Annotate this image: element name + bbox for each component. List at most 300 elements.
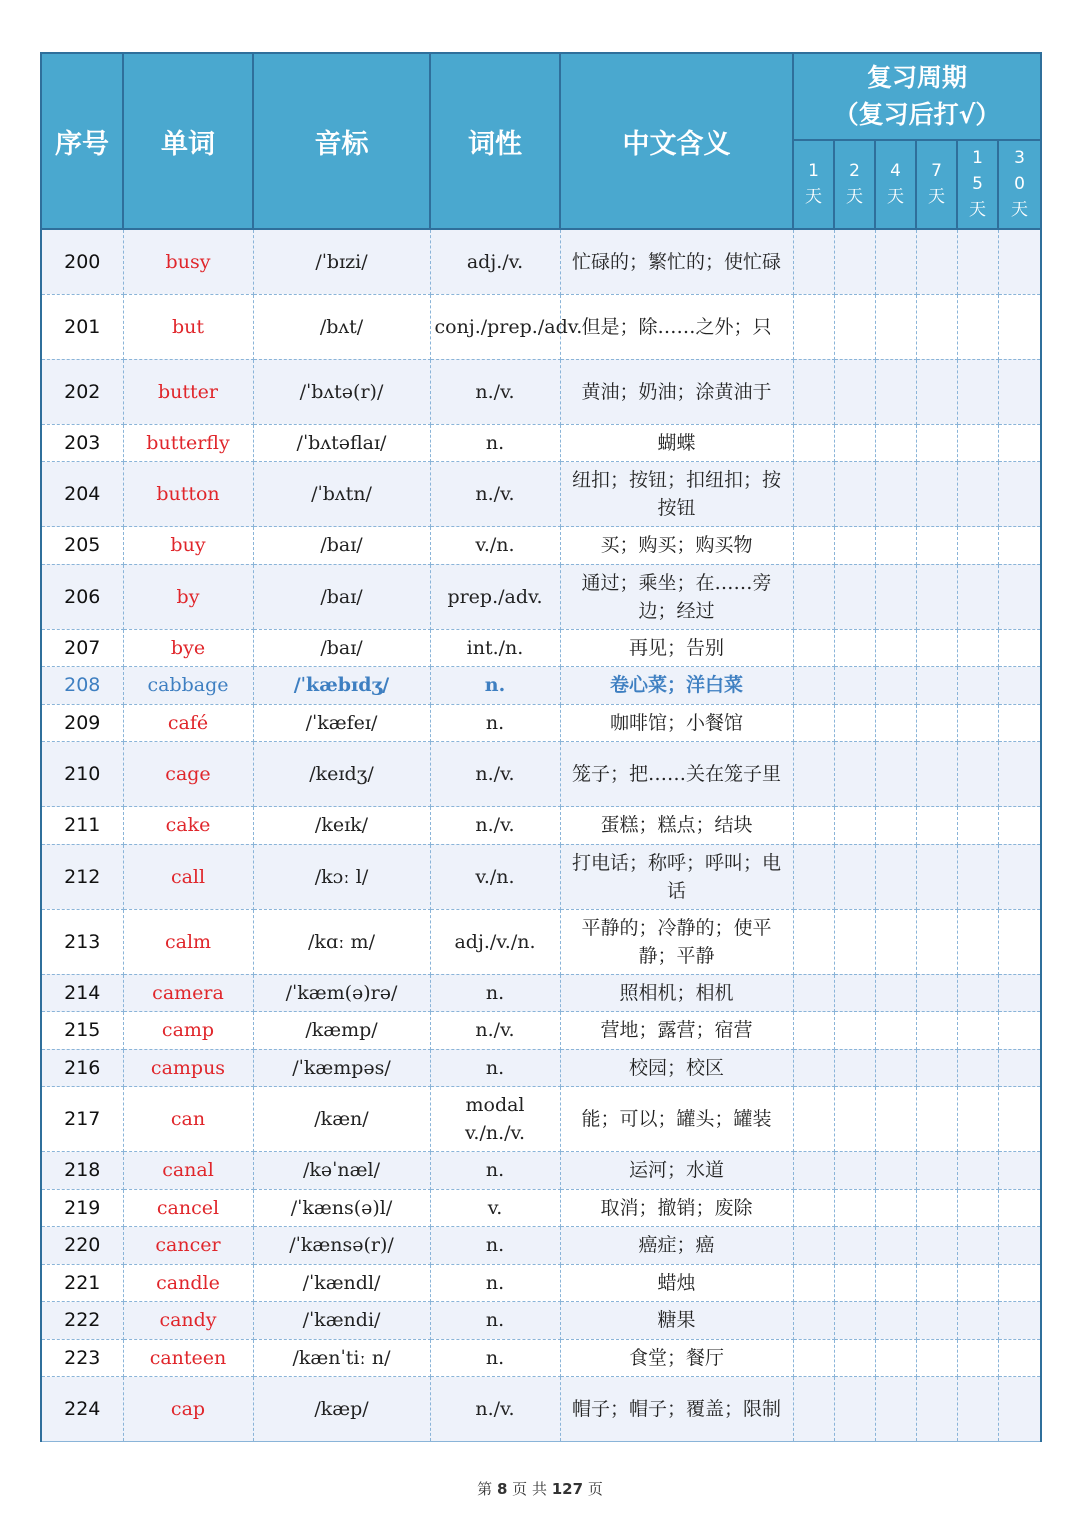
- row-phonetic: /ˈkænsə(r)/: [253, 1227, 430, 1265]
- review-checkbox-cell[interactable]: [875, 667, 916, 705]
- row-phonetic: /ˈbɪzi/: [253, 229, 430, 294]
- review-checkbox-cell[interactable]: [793, 807, 834, 845]
- table-row: [41, 564, 1041, 629]
- review-checkbox-cell[interactable]: [998, 424, 1041, 462]
- header-pos: 词性: [430, 53, 560, 229]
- review-checkbox-cell[interactable]: [875, 1049, 916, 1087]
- review-checkbox-cell[interactable]: [998, 462, 1041, 527]
- row-word: butter: [123, 359, 253, 424]
- review-checkbox-cell[interactable]: [998, 704, 1041, 742]
- row-number: 220: [41, 1227, 123, 1265]
- review-checkbox-cell[interactable]: [916, 229, 957, 294]
- row-number: 217: [41, 1087, 123, 1152]
- review-checkbox-cell[interactable]: [834, 1189, 875, 1227]
- review-checkbox-cell[interactable]: [916, 844, 957, 909]
- row-word: buy: [123, 527, 253, 565]
- row-word: cap: [123, 1377, 253, 1442]
- row-word: campus: [123, 1049, 253, 1087]
- review-checkbox-cell[interactable]: [793, 909, 834, 974]
- review-checkbox-cell[interactable]: [875, 1012, 916, 1050]
- row-phonetic: /ˈkændi/: [253, 1302, 430, 1340]
- review-checkbox-cell[interactable]: [998, 229, 1041, 294]
- row-word: but: [123, 294, 253, 359]
- row-phonetic: /ˈbʌtn/: [253, 462, 430, 527]
- row-number: 214: [41, 974, 123, 1012]
- review-checkbox-cell[interactable]: [998, 1012, 1041, 1050]
- review-checkbox-cell[interactable]: [957, 1227, 998, 1265]
- review-checkbox-cell[interactable]: [793, 742, 834, 807]
- review-checkbox-cell[interactable]: [834, 844, 875, 909]
- row-meaning: 卷心菜；洋白菜: [560, 667, 793, 705]
- review-checkbox-cell[interactable]: [834, 1087, 875, 1152]
- review-checkbox-cell[interactable]: [998, 742, 1041, 807]
- review-checkbox-cell[interactable]: [957, 1302, 998, 1340]
- row-number: 218: [41, 1152, 123, 1190]
- header-phonetic: 音标: [253, 53, 430, 229]
- row-meaning: 食堂；餐厅: [560, 1339, 793, 1377]
- row-meaning: 咖啡馆；小餐馆: [560, 704, 793, 742]
- review-checkbox-cell[interactable]: [834, 742, 875, 807]
- row-pos: n./v.: [430, 359, 560, 424]
- review-checkbox-cell[interactable]: [793, 229, 834, 294]
- row-word: by: [123, 564, 253, 629]
- table-row: [41, 527, 1041, 565]
- review-checkbox-cell[interactable]: [834, 294, 875, 359]
- row-meaning: 买；购买；购买物: [560, 527, 793, 565]
- row-meaning: 癌症；癌: [560, 1227, 793, 1265]
- review-checkbox-cell[interactable]: [957, 629, 998, 667]
- review-checkbox-cell[interactable]: [916, 359, 957, 424]
- row-pos: v./n.: [430, 527, 560, 565]
- row-word: butterfly: [123, 424, 253, 462]
- review-checkbox-cell[interactable]: [875, 1087, 916, 1152]
- review-checkbox-cell[interactable]: [875, 844, 916, 909]
- review-checkbox-cell[interactable]: [834, 359, 875, 424]
- review-checkbox-cell[interactable]: [834, 974, 875, 1012]
- review-checkbox-cell[interactable]: [875, 424, 916, 462]
- review-checkbox-cell[interactable]: [998, 1189, 1041, 1227]
- review-checkbox-cell[interactable]: [834, 909, 875, 974]
- review-checkbox-cell[interactable]: [998, 807, 1041, 845]
- header-review-cycle-note: （复习后打√）: [833, 100, 1001, 130]
- table-row: [41, 667, 1041, 705]
- header-day-4: 1 5 天: [957, 140, 998, 229]
- row-pos: n.: [430, 1049, 560, 1087]
- row-number: 209: [41, 704, 123, 742]
- review-checkbox-cell[interactable]: [916, 1227, 957, 1265]
- row-pos: n.: [430, 1227, 560, 1265]
- header-day-2: 4 天: [875, 140, 916, 229]
- review-checkbox-cell[interactable]: [875, 1189, 916, 1227]
- row-number: 221: [41, 1264, 123, 1302]
- row-word: cage: [123, 742, 253, 807]
- review-checkbox-cell[interactable]: [998, 1302, 1041, 1340]
- row-pos: n.: [430, 1302, 560, 1340]
- row-number: 210: [41, 742, 123, 807]
- review-checkbox-cell[interactable]: [957, 1087, 998, 1152]
- row-word: can: [123, 1087, 253, 1152]
- row-meaning: 蜡烛: [560, 1264, 793, 1302]
- header-word: 单词: [123, 53, 253, 229]
- row-pos: n./v.: [430, 1377, 560, 1442]
- review-checkbox-cell[interactable]: [957, 704, 998, 742]
- row-pos: v.: [430, 1189, 560, 1227]
- review-checkbox-cell[interactable]: [793, 1189, 834, 1227]
- review-checkbox-cell[interactable]: [916, 1012, 957, 1050]
- row-pos: v./n.: [430, 844, 560, 909]
- row-phonetic: /bʌt/: [253, 294, 430, 359]
- review-checkbox-cell[interactable]: [875, 1377, 916, 1442]
- review-checkbox-cell[interactable]: [793, 1012, 834, 1050]
- review-checkbox-cell[interactable]: [834, 807, 875, 845]
- row-word: bye: [123, 629, 253, 667]
- review-checkbox-cell[interactable]: [875, 1264, 916, 1302]
- review-checkbox-cell[interactable]: [793, 844, 834, 909]
- row-pos: adj./v./n.: [430, 909, 560, 974]
- row-pos: adj./v.: [430, 229, 560, 294]
- row-word: call: [123, 844, 253, 909]
- row-number: 205: [41, 527, 123, 565]
- review-checkbox-cell[interactable]: [916, 1189, 957, 1227]
- row-number: 212: [41, 844, 123, 909]
- review-checkbox-cell[interactable]: [834, 424, 875, 462]
- review-checkbox-cell[interactable]: [834, 564, 875, 629]
- row-pos: n.: [430, 704, 560, 742]
- header-meaning: 中文含义: [560, 53, 793, 229]
- review-checkbox-cell[interactable]: [834, 229, 875, 294]
- table-row: [41, 1227, 1041, 1265]
- review-checkbox-cell[interactable]: [793, 359, 834, 424]
- vocabulary-table: [40, 52, 1042, 1442]
- review-checkbox-cell[interactable]: [957, 1012, 998, 1050]
- row-pos: n./v.: [430, 807, 560, 845]
- review-checkbox-cell[interactable]: [834, 667, 875, 705]
- row-meaning: 再见；告别: [560, 629, 793, 667]
- row-word: cancel: [123, 1189, 253, 1227]
- review-checkbox-cell[interactable]: [916, 1049, 957, 1087]
- review-checkbox-cell[interactable]: [957, 1152, 998, 1190]
- row-meaning: 营地；露营；宿营: [560, 1012, 793, 1050]
- table-row: [41, 424, 1041, 462]
- row-phonetic: /kæn/: [253, 1087, 430, 1152]
- table-row: [41, 229, 1041, 294]
- row-word: canteen: [123, 1339, 253, 1377]
- review-checkbox-cell[interactable]: [793, 1049, 834, 1087]
- row-pos: int./n.: [430, 629, 560, 667]
- row-number: 223: [41, 1339, 123, 1377]
- review-checkbox-cell[interactable]: [998, 359, 1041, 424]
- row-meaning: 蛋糕；糕点；结块: [560, 807, 793, 845]
- review-checkbox-cell[interactable]: [875, 742, 916, 807]
- review-checkbox-cell[interactable]: [957, 1377, 998, 1442]
- review-checkbox-cell[interactable]: [875, 909, 916, 974]
- review-checkbox-cell[interactable]: [916, 462, 957, 527]
- review-checkbox-cell[interactable]: [916, 527, 957, 565]
- table-row: [41, 844, 1041, 909]
- footer-page-number: 8: [496, 1480, 508, 1498]
- header-day-1: 2 天: [834, 140, 875, 229]
- review-checkbox-cell[interactable]: [834, 1049, 875, 1087]
- row-meaning: 黄油；奶油；涂黄油于: [560, 359, 793, 424]
- review-checkbox-cell[interactable]: [834, 1302, 875, 1340]
- row-pos: n./v.: [430, 462, 560, 527]
- review-checkbox-cell[interactable]: [916, 564, 957, 629]
- review-checkbox-cell[interactable]: [793, 1339, 834, 1377]
- review-checkbox-cell[interactable]: [875, 974, 916, 1012]
- row-meaning: 但是；除……之外；只: [560, 294, 793, 359]
- row-phonetic: /kæp/: [253, 1377, 430, 1442]
- review-checkbox-cell[interactable]: [998, 1087, 1041, 1152]
- footer-total-pages: 127: [551, 1480, 584, 1498]
- review-checkbox-cell[interactable]: [998, 1152, 1041, 1190]
- review-checkbox-cell[interactable]: [998, 667, 1041, 705]
- review-checkbox-cell[interactable]: [957, 667, 998, 705]
- review-checkbox-cell[interactable]: [793, 1264, 834, 1302]
- table-row: [41, 974, 1041, 1012]
- table-row: [41, 704, 1041, 742]
- row-word: button: [123, 462, 253, 527]
- row-number: 213: [41, 909, 123, 974]
- table-row: [41, 359, 1041, 424]
- review-checkbox-cell[interactable]: [998, 294, 1041, 359]
- review-checkbox-cell[interactable]: [957, 294, 998, 359]
- review-checkbox-cell[interactable]: [998, 1377, 1041, 1442]
- review-checkbox-cell[interactable]: [998, 1264, 1041, 1302]
- table-row: [41, 1189, 1041, 1227]
- review-checkbox-cell[interactable]: [916, 1087, 957, 1152]
- review-checkbox-cell[interactable]: [875, 229, 916, 294]
- row-phonetic: /ˈkæm(ə)rə/: [253, 974, 430, 1012]
- review-checkbox-cell[interactable]: [957, 844, 998, 909]
- review-checkbox-cell[interactable]: [916, 1302, 957, 1340]
- review-checkbox-cell[interactable]: [793, 667, 834, 705]
- review-checkbox-cell[interactable]: [875, 704, 916, 742]
- row-number: 216: [41, 1049, 123, 1087]
- row-pos: n.: [430, 1339, 560, 1377]
- table-row: [41, 1377, 1041, 1442]
- row-number: 208: [41, 667, 123, 705]
- table-row: [41, 1152, 1041, 1190]
- review-checkbox-cell[interactable]: [834, 1012, 875, 1050]
- review-checkbox-cell[interactable]: [916, 807, 957, 845]
- review-checkbox-cell[interactable]: [957, 424, 998, 462]
- header-review-cycle: [793, 53, 1041, 140]
- review-checkbox-cell[interactable]: [834, 1152, 875, 1190]
- review-checkbox-cell[interactable]: [834, 1377, 875, 1442]
- review-checkbox-cell[interactable]: [834, 527, 875, 565]
- row-phonetic: /kɔː l/: [253, 844, 430, 909]
- review-checkbox-cell[interactable]: [916, 667, 957, 705]
- row-meaning: 通过；乘坐；在……旁边；经过: [560, 564, 793, 629]
- review-checkbox-cell[interactable]: [875, 294, 916, 359]
- review-checkbox-cell[interactable]: [875, 564, 916, 629]
- row-pos: n.: [430, 1264, 560, 1302]
- review-checkbox-cell[interactable]: [916, 974, 957, 1012]
- page-footer: [0, 1478, 1080, 1499]
- row-number: 219: [41, 1189, 123, 1227]
- row-number: 206: [41, 564, 123, 629]
- review-checkbox-cell[interactable]: [957, 909, 998, 974]
- header-review-cycle-title: 复习周期: [867, 63, 968, 93]
- row-pos: conj./prep./adv.: [430, 294, 560, 359]
- review-checkbox-cell[interactable]: [957, 1189, 998, 1227]
- review-checkbox-cell[interactable]: [957, 1264, 998, 1302]
- review-checkbox-cell[interactable]: [875, 1227, 916, 1265]
- review-checkbox-cell[interactable]: [875, 527, 916, 565]
- review-checkbox-cell[interactable]: [998, 844, 1041, 909]
- table-row: [41, 1049, 1041, 1087]
- review-checkbox-cell[interactable]: [998, 564, 1041, 629]
- review-checkbox-cell[interactable]: [834, 1227, 875, 1265]
- review-checkbox-cell[interactable]: [793, 974, 834, 1012]
- row-meaning: 打电话；称呼；呼叫；电话: [560, 844, 793, 909]
- review-checkbox-cell[interactable]: [998, 1339, 1041, 1377]
- review-checkbox-cell[interactable]: [793, 1377, 834, 1442]
- review-checkbox-cell[interactable]: [916, 294, 957, 359]
- review-checkbox-cell[interactable]: [998, 1227, 1041, 1265]
- table-row: [41, 742, 1041, 807]
- row-pos: prep./adv.: [430, 564, 560, 629]
- row-phonetic: /ˈbʌtə(r)/: [253, 359, 430, 424]
- row-number: 200: [41, 229, 123, 294]
- review-checkbox-cell[interactable]: [793, 1302, 834, 1340]
- review-checkbox-cell[interactable]: [916, 629, 957, 667]
- row-phonetic: /kəˈnæl/: [253, 1152, 430, 1190]
- row-word: cabbage: [123, 667, 253, 705]
- review-checkbox-cell[interactable]: [793, 424, 834, 462]
- review-checkbox-cell[interactable]: [793, 1227, 834, 1265]
- row-phonetic: /kæmp/: [253, 1012, 430, 1050]
- row-word: cake: [123, 807, 253, 845]
- row-pos: n.: [430, 667, 560, 705]
- review-checkbox-cell[interactable]: [916, 704, 957, 742]
- review-checkbox-cell[interactable]: [957, 527, 998, 565]
- row-number: 222: [41, 1302, 123, 1340]
- row-meaning: 忙碌的；繁忙的；使忙碌: [560, 229, 793, 294]
- review-checkbox-cell[interactable]: [793, 629, 834, 667]
- vocabulary-body: [41, 229, 1041, 1442]
- review-checkbox-cell[interactable]: [998, 1049, 1041, 1087]
- row-phonetic: /keɪdʒ/: [253, 742, 430, 807]
- review-checkbox-cell[interactable]: [834, 704, 875, 742]
- row-phonetic: /ˈkæbɪdʒ/: [253, 667, 430, 705]
- row-phonetic: /kɑː m/: [253, 909, 430, 974]
- header-index: 序号: [41, 53, 123, 229]
- review-checkbox-cell[interactable]: [875, 629, 916, 667]
- review-checkbox-cell[interactable]: [957, 462, 998, 527]
- table-row: [41, 1339, 1041, 1377]
- row-meaning: 校园；校区: [560, 1049, 793, 1087]
- row-phonetic: /ˈbʌtəflaɪ/: [253, 424, 430, 462]
- review-checkbox-cell[interactable]: [834, 462, 875, 527]
- review-checkbox-cell[interactable]: [916, 742, 957, 807]
- review-checkbox-cell[interactable]: [957, 974, 998, 1012]
- review-checkbox-cell[interactable]: [834, 629, 875, 667]
- review-checkbox-cell[interactable]: [998, 629, 1041, 667]
- row-phonetic: /ˈkæmpəs/: [253, 1049, 430, 1087]
- review-checkbox-cell[interactable]: [834, 1339, 875, 1377]
- review-checkbox-cell[interactable]: [793, 294, 834, 359]
- review-checkbox-cell[interactable]: [875, 807, 916, 845]
- review-checkbox-cell[interactable]: [957, 807, 998, 845]
- row-meaning: 蝴蝶: [560, 424, 793, 462]
- footer-prefix: 第: [477, 1480, 493, 1498]
- review-checkbox-cell[interactable]: [998, 974, 1041, 1012]
- table-row: [41, 1264, 1041, 1302]
- footer-mid: 页 共: [512, 1480, 547, 1498]
- row-number: 204: [41, 462, 123, 527]
- review-checkbox-cell[interactable]: [875, 1152, 916, 1190]
- row-word: calm: [123, 909, 253, 974]
- row-word: café: [123, 704, 253, 742]
- review-checkbox-cell[interactable]: [875, 359, 916, 424]
- table-row: [41, 909, 1041, 974]
- review-checkbox-cell[interactable]: [793, 564, 834, 629]
- review-checkbox-cell[interactable]: [875, 1339, 916, 1377]
- table-row: [41, 294, 1041, 359]
- table-row: [41, 807, 1041, 845]
- review-checkbox-cell[interactable]: [957, 1049, 998, 1087]
- table-row: [41, 629, 1041, 667]
- footer-suffix: 页: [587, 1480, 603, 1498]
- row-number: 211: [41, 807, 123, 845]
- review-checkbox-cell[interactable]: [957, 1339, 998, 1377]
- table-row: [41, 462, 1041, 527]
- review-checkbox-cell[interactable]: [957, 229, 998, 294]
- row-phonetic: /ˈkæns(ə)l/: [253, 1189, 430, 1227]
- review-checkbox-cell[interactable]: [957, 564, 998, 629]
- table-row: [41, 1302, 1041, 1340]
- row-phonetic: /baɪ/: [253, 629, 430, 667]
- row-number: 215: [41, 1012, 123, 1050]
- review-checkbox-cell[interactable]: [793, 1152, 834, 1190]
- row-meaning: 取消；撤销；废除: [560, 1189, 793, 1227]
- review-checkbox-cell[interactable]: [875, 462, 916, 527]
- row-pos: n./v.: [430, 1012, 560, 1050]
- row-word: camera: [123, 974, 253, 1012]
- review-checkbox-cell[interactable]: [793, 527, 834, 565]
- review-checkbox-cell[interactable]: [793, 1087, 834, 1152]
- row-word: busy: [123, 229, 253, 294]
- header-day-3: 7 天: [916, 140, 957, 229]
- row-word: camp: [123, 1012, 253, 1050]
- review-checkbox-cell[interactable]: [793, 704, 834, 742]
- review-checkbox-cell[interactable]: [875, 1302, 916, 1340]
- row-meaning: 能；可以；罐头；罐装: [560, 1087, 793, 1152]
- row-meaning: 照相机；相机: [560, 974, 793, 1012]
- header-day-0: 1 天: [793, 140, 834, 229]
- row-pos: n./v.: [430, 742, 560, 807]
- row-word: cancer: [123, 1227, 253, 1265]
- review-checkbox-cell[interactable]: [834, 1264, 875, 1302]
- review-checkbox-cell[interactable]: [957, 742, 998, 807]
- review-checkbox-cell[interactable]: [998, 527, 1041, 565]
- review-checkbox-cell[interactable]: [916, 424, 957, 462]
- review-checkbox-cell[interactable]: [916, 1264, 957, 1302]
- review-checkbox-cell[interactable]: [998, 909, 1041, 974]
- review-checkbox-cell[interactable]: [916, 1339, 957, 1377]
- row-meaning: 平静的；冷静的；使平静；平静: [560, 909, 793, 974]
- row-pos: n.: [430, 974, 560, 1012]
- review-checkbox-cell[interactable]: [916, 1377, 957, 1442]
- review-checkbox-cell[interactable]: [957, 359, 998, 424]
- review-checkbox-cell[interactable]: [916, 909, 957, 974]
- row-pos: n.: [430, 1152, 560, 1190]
- review-checkbox-cell[interactable]: [916, 1152, 957, 1190]
- row-meaning: 笼子；把……关在笼子里: [560, 742, 793, 807]
- review-checkbox-cell[interactable]: [793, 462, 834, 527]
- row-pos: n.: [430, 424, 560, 462]
